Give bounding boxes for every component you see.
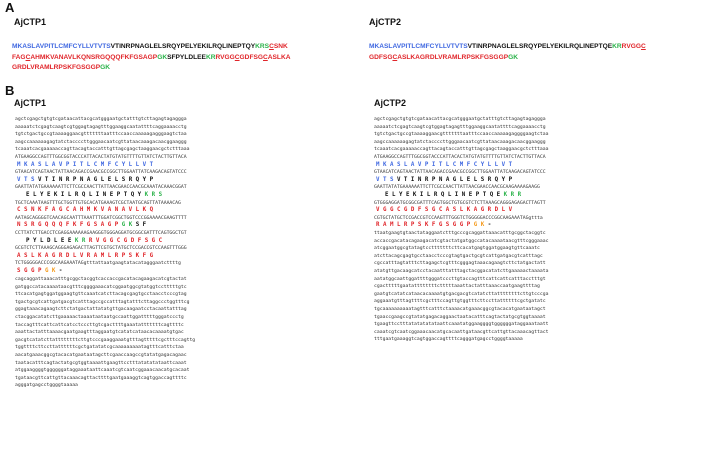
propeptide-segment: E L Y E K I L R Q L I N E P T Q Y	[26, 192, 142, 198]
protein-sequence-line	[369, 53, 646, 64]
dna-sequence-line: tgaaccgaagccgtatatgagacaggaactaatacatttcagtactatgcgtggtaaaat	[374, 314, 546, 320]
sequence-segment: KR	[205, 53, 216, 61]
cysteine-residue: C	[263, 53, 268, 61]
ajctp2-aa-row-4: V G G C G D F S G C A S L K A G R D L V	[376, 207, 513, 214]
ajctp1-dna-row-4: TGCTCAAATAAGTTTGCTGGTTGTGCACATGAAAGTCGCTAATGCAGTTATAAAACAG	[15, 200, 181, 206]
ajctp1-dna-row-3: GAATTATATGAAAAAATTCTTCGCCAACTTATTAACGAACCAACGCAAATACAAACGGAT	[15, 185, 187, 191]
dna-sequence-line: agggatgagcctggggtaaaaa	[15, 383, 78, 389]
dna-sequence-line: tcaaatcacgaaaaaccagttacagtaccatttgttagcgagctaaggaacgctctttaaa	[15, 147, 190, 153]
ajctp2-aa-row-5	[376, 222, 491, 230]
dna-sequence-line: gacgtcatatcttattttttttcttgtcccgaaggaaatgtttagtttttcgctttccagttg	[15, 337, 196, 343]
dna-sequence-line: aacatgaaacggcgtacacatgaataatagcttcgaaccaagccgtatatgagacagaac	[15, 352, 187, 358]
cysteine-residue: C	[392, 53, 398, 61]
ajctp1-dna-row-8: TCTGGGGGACCCGGCAAGAAATAGgtttattaatgaagtatacatagggaatcttttg	[15, 261, 181, 267]
ajctp2-dna-row-2: GTAACATCAGTAACTATTAACAGACCGAACGCCGGCTTGGAATTATCAAGACAGTATCCC	[374, 170, 546, 176]
sequence-segment: MKASLAVPITLCMFCYLLVTVTS	[369, 43, 468, 50]
dna-sequence-line: ggagtaaacagaagtcttctatgactattatatgttgacaagaatcctacaattatttag	[15, 307, 187, 313]
protein-sequence-line	[12, 42, 290, 53]
signal-peptide-end: V T S	[376, 176, 394, 183]
sequence-segment: KRS	[255, 43, 270, 50]
stop-codon: -	[487, 222, 492, 229]
dna-sequence-line: cagcaggattaaacatttgcggctacggtcaccaccgacatacagaagacatcgtactat	[15, 277, 187, 282]
dna-sequence-line: aaaaatctcgagtcaagtcgtggagtagagtttggaaggcaatattttcaggaaaacctg	[374, 124, 546, 130]
dna-sequence-line: ttcacatgagtggatggaagtgttcaaatcatcttacagcgagtgcctaacctcccgtag	[15, 292, 187, 298]
cleavage-site: K R S	[144, 192, 163, 198]
ajctp2-dna-row-4: GTGGGAGGATGCGGCGATTTCAGTGGCTGTGCGTCTCTTAAAGCAGGGAGAGACTTAGTT	[374, 200, 546, 206]
ajctp1-dna-upstream	[15, 116, 189, 162]
ajctp1-title-b: AjCTP1	[14, 98, 47, 108]
dna-sequence-line: gaatgtcatatcataacacaaaatgtgacgacgtcatatcttattttttttcttgtcccga	[374, 291, 549, 297]
dna-sequence-line: gatggccatacaaaataacgtttcggggaaacatcggaatggcgtatggtcctttttgtc	[15, 284, 187, 290]
ajctp1-aa-row-5	[17, 222, 146, 230]
sequence-segment: MKASLAVPITLCMFCYLLVTVTS	[12, 43, 111, 50]
amidation-site: G K	[473, 222, 485, 229]
dna-sequence-line: atcttacagcgagtgcctaacctcccgtagtgactgcgtcattgatgacgtcatttagc	[374, 253, 543, 259]
dna-sequence-line: aaaaatctcgagtcaagtcgtggagtagagtttggaaggcaatattttcaggaaaacctg	[15, 124, 187, 130]
ajctp1-dna-row-2: GTAACATCAGTAACTATTAACAGACCGAACGCCGGCTTGGAATTATCAAGACAGTATCCC	[15, 170, 187, 176]
dna-sequence-line: tgaagttcctttatatatatataattcaaatatggaaggggtggggggataggaaataatt	[374, 322, 549, 328]
ajctp2-dna-row-3: GAATTATATGAAAAAATTCTTCGCCAACTTATTAACGAACCAACGCAAGAAAAGAAGG	[374, 185, 540, 191]
protein-sequence-line	[12, 53, 290, 64]
dna-sequence-line: tgtctgactgccgtaaaaggaacgtttttttaatttccaaccaaaaagagggaagtctaa	[15, 132, 187, 138]
mature-peptide-end: S G G P	[17, 268, 42, 274]
cysteine-residue: C	[234, 53, 240, 61]
dna-sequence-line: tgactgcgtcattgatgacgtcatttagccgccatttagtatttcttaggccctggtttcg	[15, 299, 190, 305]
sequence-segment: GK	[100, 64, 111, 71]
ajctp2-dna-upstream	[374, 116, 548, 162]
spacer-segment: S F	[135, 222, 147, 229]
ajctp1-aa-row-1: M K A S L A V P I T L C M F C Y L L V T	[17, 161, 154, 168]
ajctp2-title-a: AjCTP2	[369, 17, 402, 27]
ajctp1-aa-row-3	[26, 192, 162, 200]
dna-sequence-line: atggaaggggtggggggataggaaataattcaaatcgtcaatcggaaacaacatgcacaat	[15, 368, 190, 374]
amidation-site: G K	[44, 268, 56, 274]
dna-sequence-line: aatatggcaattggattttgggatcccttgtaccagtttcattcattcatttacctttgt	[374, 276, 546, 282]
ajctp1-aa-row-8	[17, 268, 62, 276]
mature-peptide-segment: R A M L R P S K F G S G G P	[376, 222, 471, 229]
dna-sequence-line: tcaaatcacgaaaaaccagttacagtaccatttgttagcgagctaaggaacgctctttaaa	[374, 147, 549, 153]
cysteine-residue: C	[25, 53, 31, 61]
sequence-segment: RVGG	[215, 53, 235, 61]
dna-sequence-line: agctcgagctgtgtcgataacattacgcatgggaatgctatttgtcttagagtagaggga	[15, 117, 187, 122]
ajctp1-aa-row-4: C S N K F A G C A H M K V A N A V L K Q	[17, 207, 154, 214]
panel-a-label: A	[5, 0, 15, 15]
dna-sequence-line: cgccatttagtatttcttagagctcgtttcgggagtaaacagaagtcttctatgactatt	[374, 261, 546, 267]
ajctp1-title-a: AjCTP1	[14, 17, 47, 27]
ajctp1-aa-row-7: A S L K A G R D L V R A M L R P S K F G	[17, 252, 154, 259]
ajctp1-dna-downstream	[15, 276, 195, 390]
sequence-segment: GDFSG	[239, 53, 263, 61]
spacer-segment: P Y L D L E E	[26, 237, 72, 244]
ajctp2-dna-downstream	[374, 230, 548, 344]
dna-sequence-line: tgtctgactgccgtaaaaggaacgtttttttaatttccaaccaaaaagaggggaagtctaa	[374, 132, 549, 138]
dna-sequence-line: ctacggacatatcttgaaaaactaaaataataatgccaattggatttttgggatccctg	[15, 314, 184, 320]
dna-sequence-line: aagccaaaaaagagtatctaccccttgggaacaatcgttataacaaagacaacggaaggg	[374, 139, 546, 145]
ajctp1-aa-row-2	[17, 177, 153, 185]
propeptide-start: V T I N R P N A G L E L S R Q Y P	[396, 176, 513, 183]
ajctp1-dna-row-6: CCTTATCTTGACCTCGAGGAAAAAAGAAGGGTGGGAGGATGCGGCGATTTCAGTGGCTGT	[15, 231, 187, 236]
sequence-segment: GK	[508, 53, 518, 61]
sequence-segment: VTINRPNAGLELSRQYPELYEKILRQLINEPTQY	[110, 43, 256, 50]
sequence-segment: GRDLVRAMLRPSKFGSGGP	[12, 64, 101, 71]
cysteine-residue: C	[640, 43, 646, 50]
sequence-segment: RVGG	[621, 43, 641, 50]
dna-sequence-line: cgactttttgaatattttttttctttttaaattactatttaaaccaatgaagttttag	[374, 284, 540, 290]
dna-sequence-line: taatacatttcagtactatgcgtggtaaaattgaagttcctttatatatataattcaaat	[15, 360, 187, 366]
cysteine-residue: C	[269, 43, 274, 50]
cleavage-site: K R	[74, 237, 86, 244]
panel-b-label: B	[5, 83, 15, 98]
dna-sequence-line: tttgaatgaaaggtcagtggaccagttttcagggatgagcctggggtaaaaa	[374, 337, 523, 343]
propeptide-segment: E L Y E K I L R Q L I N E P T Q E	[385, 192, 501, 198]
ajctp1-dna-row-7: GCGTCTCTTAAAGCAGGGAGAGACTTAGTTCGTGCTATGCTCCGACCGTCCAAGTTTGGG	[15, 246, 187, 252]
sequence-segment: ASLKAGRDLVRAMLRPSKFGSGGP	[397, 53, 509, 61]
signal-peptide-end: V T S	[17, 176, 35, 183]
sequence-segment: KR	[612, 43, 622, 50]
ajctp1-protein-sequence	[12, 42, 290, 74]
cleavage-site: G K	[121, 222, 133, 229]
cleavage-site: K R R	[503, 192, 522, 198]
sequence-segment: GDFSG	[369, 53, 393, 61]
ajctp2-dna-row-5: CGTGCTATGCTCCGACCGTCCAAGTTTGGGTCTGGGGGACCCGGCAAGAAATAGgttta	[374, 215, 543, 221]
ajctp2-protein-sequence	[369, 42, 646, 63]
dna-sequence-line: tgcaaaaaaaaaatagtttcatttctaaaacatgaaacggcgtacacatgaataatagct	[374, 306, 546, 312]
dna-sequence-line: agctcgagctgtgtcgataacattacgcatgggaatgctatttgtcttagagtagaggga	[374, 117, 546, 122]
protein-sequence-line	[12, 63, 290, 74]
dna-sequence-line: taccagtttcattcattcatcctcccttgtcgacttttgaaatatttttttcagttttc	[15, 322, 184, 328]
ajctp2-aa-row-2	[376, 177, 512, 185]
sequence-segment: ASLKA	[267, 53, 291, 61]
dna-sequence-line: caaatcgtcaatcggaaacaacatgcacaattgataacgttcattgttacaaacagttact	[374, 329, 549, 335]
ajctp1-aa-row-6	[26, 238, 162, 246]
dna-sequence-line: aagccaaaaaagagtatctaccccttgggaacaatcgttataacaaagacaacggaaggg	[15, 139, 187, 145]
dna-sequence-line: aggaaatgtttagttttcgctttccagttgtggtttcttccttattttttcgctgatatc	[374, 299, 546, 305]
mature-peptide-segment: R V G G C G D F S G C	[88, 237, 163, 244]
ajctp2-aa-row-1: M K A S L A V P I T L C M F C Y L L V T	[376, 161, 513, 168]
sequence-segment: VTINRPNAGLELSRQYPELYEKILRQLINEPTQE	[467, 43, 613, 50]
dna-sequence-line: atatgttgacaagcatcctacaatttatttagctacggacatatcttgaaaaactaaaata	[374, 268, 549, 274]
dna-sequence-line: tgataacgttcattgttacaaacagttacttttgaatgaaaggtcagtggaccagttttc	[15, 375, 187, 381]
mature-peptide-segment: N S R G Q Q Q F K F G S A G P	[17, 222, 119, 229]
dna-sequence-line: ATGAAGGCCAGTTTGGCGGTACCCATTACACTATGTATGTTTTGTTATCTACTTGTTACA	[374, 154, 546, 160]
dna-sequence-line: ATGAAGGCCAGTTTGGCGGTACCCATTACACTATGTATGTTTTGTTATCTACTTGTTACA	[15, 154, 187, 160]
sequence-segment: SFPYLDLEE	[167, 53, 206, 61]
sequence-segment: FAG	[12, 53, 26, 61]
dna-sequence-line: tggttttcttccttattttttcgctgatatatcgcaaaaaaaaatagtttcatttctaa	[15, 345, 184, 351]
dna-sequence-line: atcggaatggcgtatagtcctttttttcttcacatgagtggatggaagtgttcaaatc	[374, 246, 540, 252]
ajctp2-aa-row-3	[385, 192, 521, 200]
stop-codon: -	[58, 268, 63, 274]
protein-sequence-line	[369, 42, 646, 53]
ajctp2-title-b: AjCTP2	[374, 98, 407, 108]
sequence-segment: GK	[157, 53, 168, 61]
dna-sequence-line: ttaatgaagtgtaactataggaatctttgcccgcaggattaaacatttgcggctacggtc	[374, 231, 546, 236]
propeptide-start: V T I N R P N A G L E L S R Q Y P	[37, 176, 154, 183]
ajctp1-dna-row-5: AATAGCAGGGGTCAACAGCAATTTAAATTTGGATCGGCTGGTCCCGGAAAACGAAGTTTT	[15, 215, 187, 221]
dna-sequence-line: aaattactatttaaaacgaatgaagtttaggaatgtcatatcataacacaaaatgtgac	[15, 330, 184, 336]
sequence-segment: SNK	[273, 43, 288, 50]
dna-sequence-line: accaccgacatacagaagacatcgtactatgatggccatacaaaataacgtttcgggaaac	[374, 238, 549, 244]
sequence-segment: AHMKVANAVLKQNSRGQQQFKFGSAGP	[30, 53, 158, 61]
